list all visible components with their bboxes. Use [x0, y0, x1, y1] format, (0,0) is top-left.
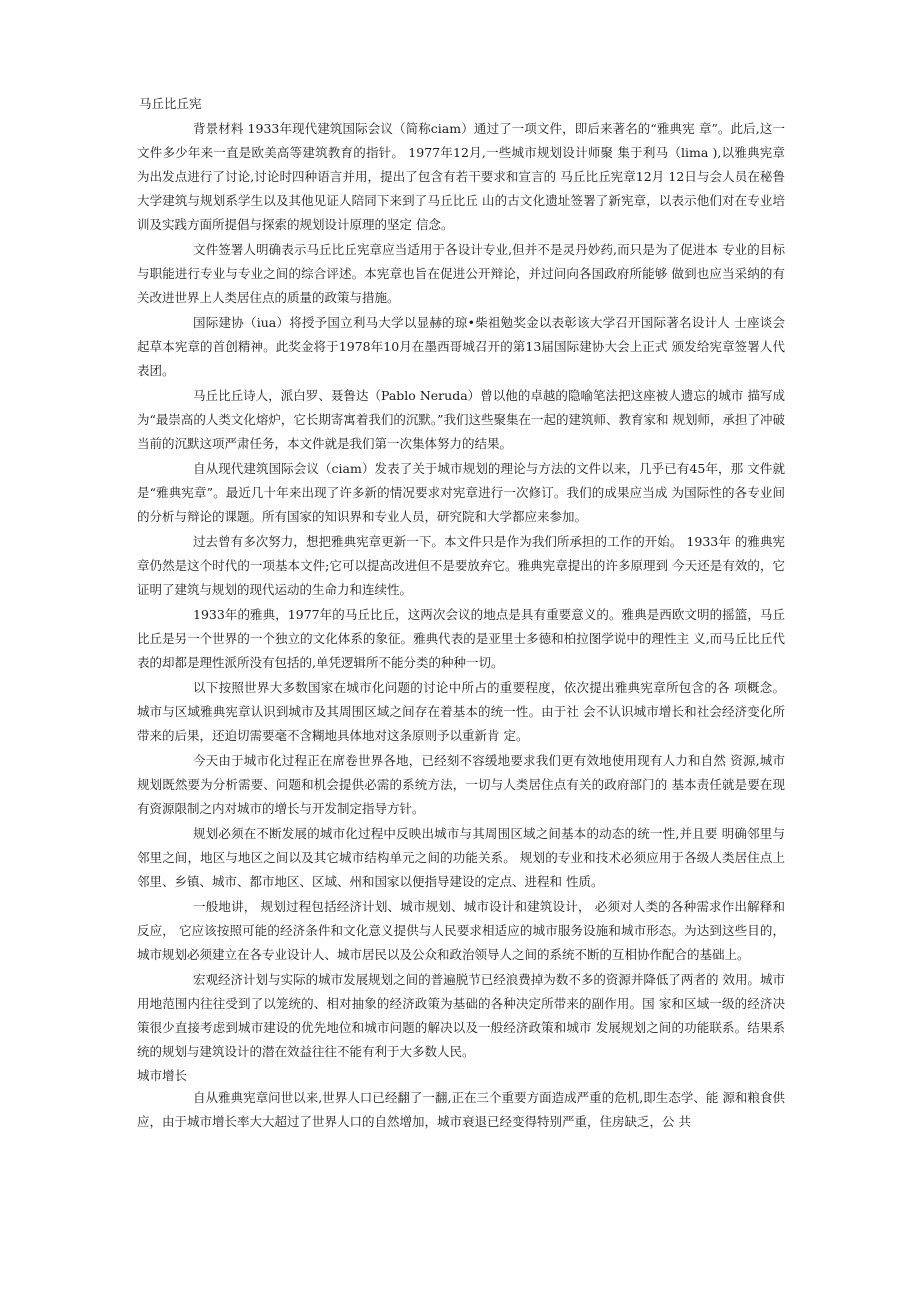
paragraph-planning-unity: 规划必须在不断发展的城市化过程中反映出城市与其周围区域之间基本的动态的统一性,并且要 明确邻里与邻里之间，地区与地区之间以及其它城市结构单元之间的功能关系。 规划的专业和技术必须应用于各级人类居住点上邻里、乡镇、城市、都市地区、区域、州和国家以便指导建设的定点、进程和 性质。 — [137, 826, 785, 889]
paragraph-athens-machu-picchu: 1933年的雅典，1977年的马丘比丘，这两次会议的地点是具有重要意义的。雅典是西欧文明的摇篮，马丘比丘是另一个世界的一个独立的文化体系的象征。雅典代表的是亚里士多德和柏拉图学说中的理性主 义,而马丘比丘代表的却都是理性派所没有包括的,单凭逻辑所不能分类的种种一切。 — [137, 607, 785, 670]
paragraph-background: 背景材料 1933年现代建筑国际会议（简称ciam）通过了一项文件，即后来著名的“雅典宪 章”。此后,这一文件多少年来一直是欧美高等建筑教育的指针。 1977年12月,一些城市规划设计师聚 集于利马（lima ),以雅典宪章为出发点进行了讨论,讨论时四种语言并用，提出了包含有若干要求和宣言的 马丘比丘宪章12月 12日与会人员在秘鲁大学建筑与规划系学生以及其他见证人陪同下来到了马丘比丘 山的古文化遗址签署了新宪章，以表示他们对在专业培训及实践方面所提倡与探索的规划设计原理的坚定 信念。 — [137, 121, 785, 232]
paragraph-urbanization: 今天由于城市化过程正在席卷世界各地，已经刻不容缓地要求我们更有效地使用现有人力和自然 资源,城市规划既然要为分析需要、问题和机会提供必需的系统方法，一切与人类居住点有关的政府部门的 基本责任就是要在现有资源限制之内对城市的增长与开发制定指导方针。 — [137, 753, 785, 816]
paragraph-ciam-revision: 自从现代建筑国际会议（ciam）发表了关于城市规划的理论与方法的文件以来，几乎已有45年，那 文件就是“雅典宪章”。最近几十年来出现了许多新的情况要求对宪章进行一次修订。我们的成果应当成 为国际性的各专业间的分析与辩论的课题。所有国家的知识界和专业人员，研究院和大学都应来参加。 — [137, 461, 785, 524]
document-title: 马丘比丘宪 — [139, 96, 202, 111]
paragraph-planning-process: 一般地讲， 规划过程包括经济计划、城市规划、城市设计和建筑设计， 必须对人类的各种需求作出解释和反应， 它应该按照可能的经济条件和文化意义提供与人民要求相适应的城市服务设施和城市形态。为达到这些目的，城市规划必须建立在各专业设计人、城市居民以及公众和政治领导人之间的系统不断的互相协作配合的基础上。 — [137, 899, 785, 962]
paragraph-city-region: 以下按照世界大多数国家在城市化问题的讨论中所占的重要程度，依次提出雅典宪章所包含的各 项概念。 城市与区域雅典宪章认识到城市及其周围区域之间存在着基本的统一性。由于社 会不认识城市增长和社会经济变化所带来的后果，还迫切需要毫不含糊地具体地对这条原则予以重新肯 定。 — [137, 680, 785, 743]
paragraph-signatories: 文件签署人明确表示马丘比丘宪章应当适用于各设计专业,但并不是灵丹妙药,而只是为了促进本 专业的目标与职能进行专业与专业之间的综合评述。本宪章也旨在促进公开辩论，并过问向各国政府所能够 做到也应当采纳的有关改进世界上人类居住点的质量的政策与措施。 — [137, 242, 785, 305]
section-heading-urban-growth: 城市增长 — [137, 1068, 188, 1083]
paragraph-macro-economic: 宏观经济计划与实际的城市发展规划之间的普遍脱节已经浪费掉为数不多的资源并降低了两者的 效用。城市用地范围内往往受到了以笼统的、相对抽象的经济政策为基础的各种决定所带来的副作用。国 家和区域一级的经济决策很少直接考虑到城市建设的优先地位和城市问题的解决以及一般经济政策和城市 发展规划之间的功能联系。结果系统的规划与建筑设计的潜在效益往往不能有利于大多数人民。 — [137, 972, 785, 1059]
paragraph-poet: 马丘比丘诗人，派白罗、聂鲁达（Pablo Neruda）曾以他的卓越的隐喻笔法把这座被人遗忘的城市 描写成为“最崇高的人类文化熔炉，它长期寄寓着我们的沉默。”我们这些聚集在一起的建筑师、教育家和 规划师，承担了冲破当前的沉默这项严肃任务，本文件就是我们第一次集体努力的结果。 — [137, 388, 786, 451]
paragraph-update-efforts: 过去曾有多次努力，想把雅典宪章更新一下。本文件只是作为我们所承担的工作的开始。 1933年 的雅典宪章仍然是这个时代的一项基本文件;它可以提高改进但不是要放弃它。雅典宪章提出的许多原理到 今天还是有效的，它证明了建筑与规划的现代运动的生命力和连续性。 — [137, 534, 785, 597]
document-page — [137, 92, 785, 1135]
paragraph-iua-award: 国际建协（iua）将授予国立利马大学以显赫的琼•柴祖勉奖金以表彰该大学召开国际著名设计人 士座谈会起草本宪章的首创精神。此奖金将于1978年10月在墨西哥城召开的第13届国际建协大会上正式 颁发给宪章签署人代表团。 — [137, 315, 785, 378]
paragraph-population-growth: 自从雅典宪章问世以来,世界人口已经翻了一翻,正在三个重要方面造成严重的危机,即生态学、能 源和粮食供应，由于城市增长率大大超过了世界人口的自然增加，城市衰退已经变得特别严重，住房缺乏，公 共 — [137, 1090, 785, 1129]
